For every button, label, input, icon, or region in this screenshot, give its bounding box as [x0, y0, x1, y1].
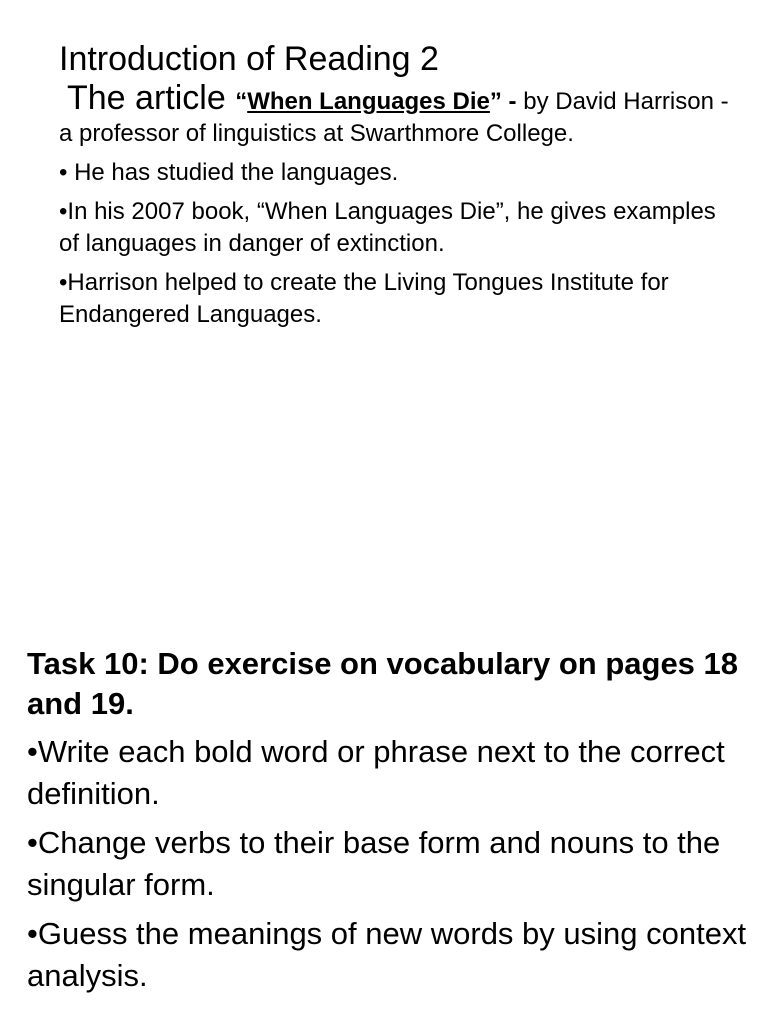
intro-bullet: •In his 2007 book, “When Languages Die”, he gives examples of languages in danger of extinction.	[59, 198, 716, 257]
article-author-line: by David Harrison - a professor of linguistics at Swarthmore College.	[59, 88, 729, 147]
article-title	[235, 88, 523, 115]
article-title-text: When Languages Die	[247, 88, 490, 115]
intro-title: Introduction of Reading 2	[59, 40, 439, 78]
intro-bullet: •Harrison helped to create the Living Tongues Institute for Endangered Languages.	[59, 269, 669, 328]
task-bullet: •Change verbs to their base form and nouns to the singular form.	[27, 825, 721, 902]
article-title-close-quote: ” -	[489, 88, 524, 115]
task-heading: Task 10: Do exercise on vocabulary on pages 18 and 19.	[27, 646, 739, 721]
article-title-open-quote: “	[235, 88, 248, 115]
article-description	[59, 79, 729, 150]
intro-section	[59, 38, 729, 331]
article-lead: The article	[67, 79, 236, 117]
task-bullet: •Guess the meanings of new words by using context analysis.	[27, 916, 747, 993]
intro-bullet: • He has studied the languages.	[59, 159, 399, 186]
task-bullet: •Write each bold word or phrase next to the correct definition.	[27, 734, 725, 811]
task-section	[27, 644, 747, 997]
